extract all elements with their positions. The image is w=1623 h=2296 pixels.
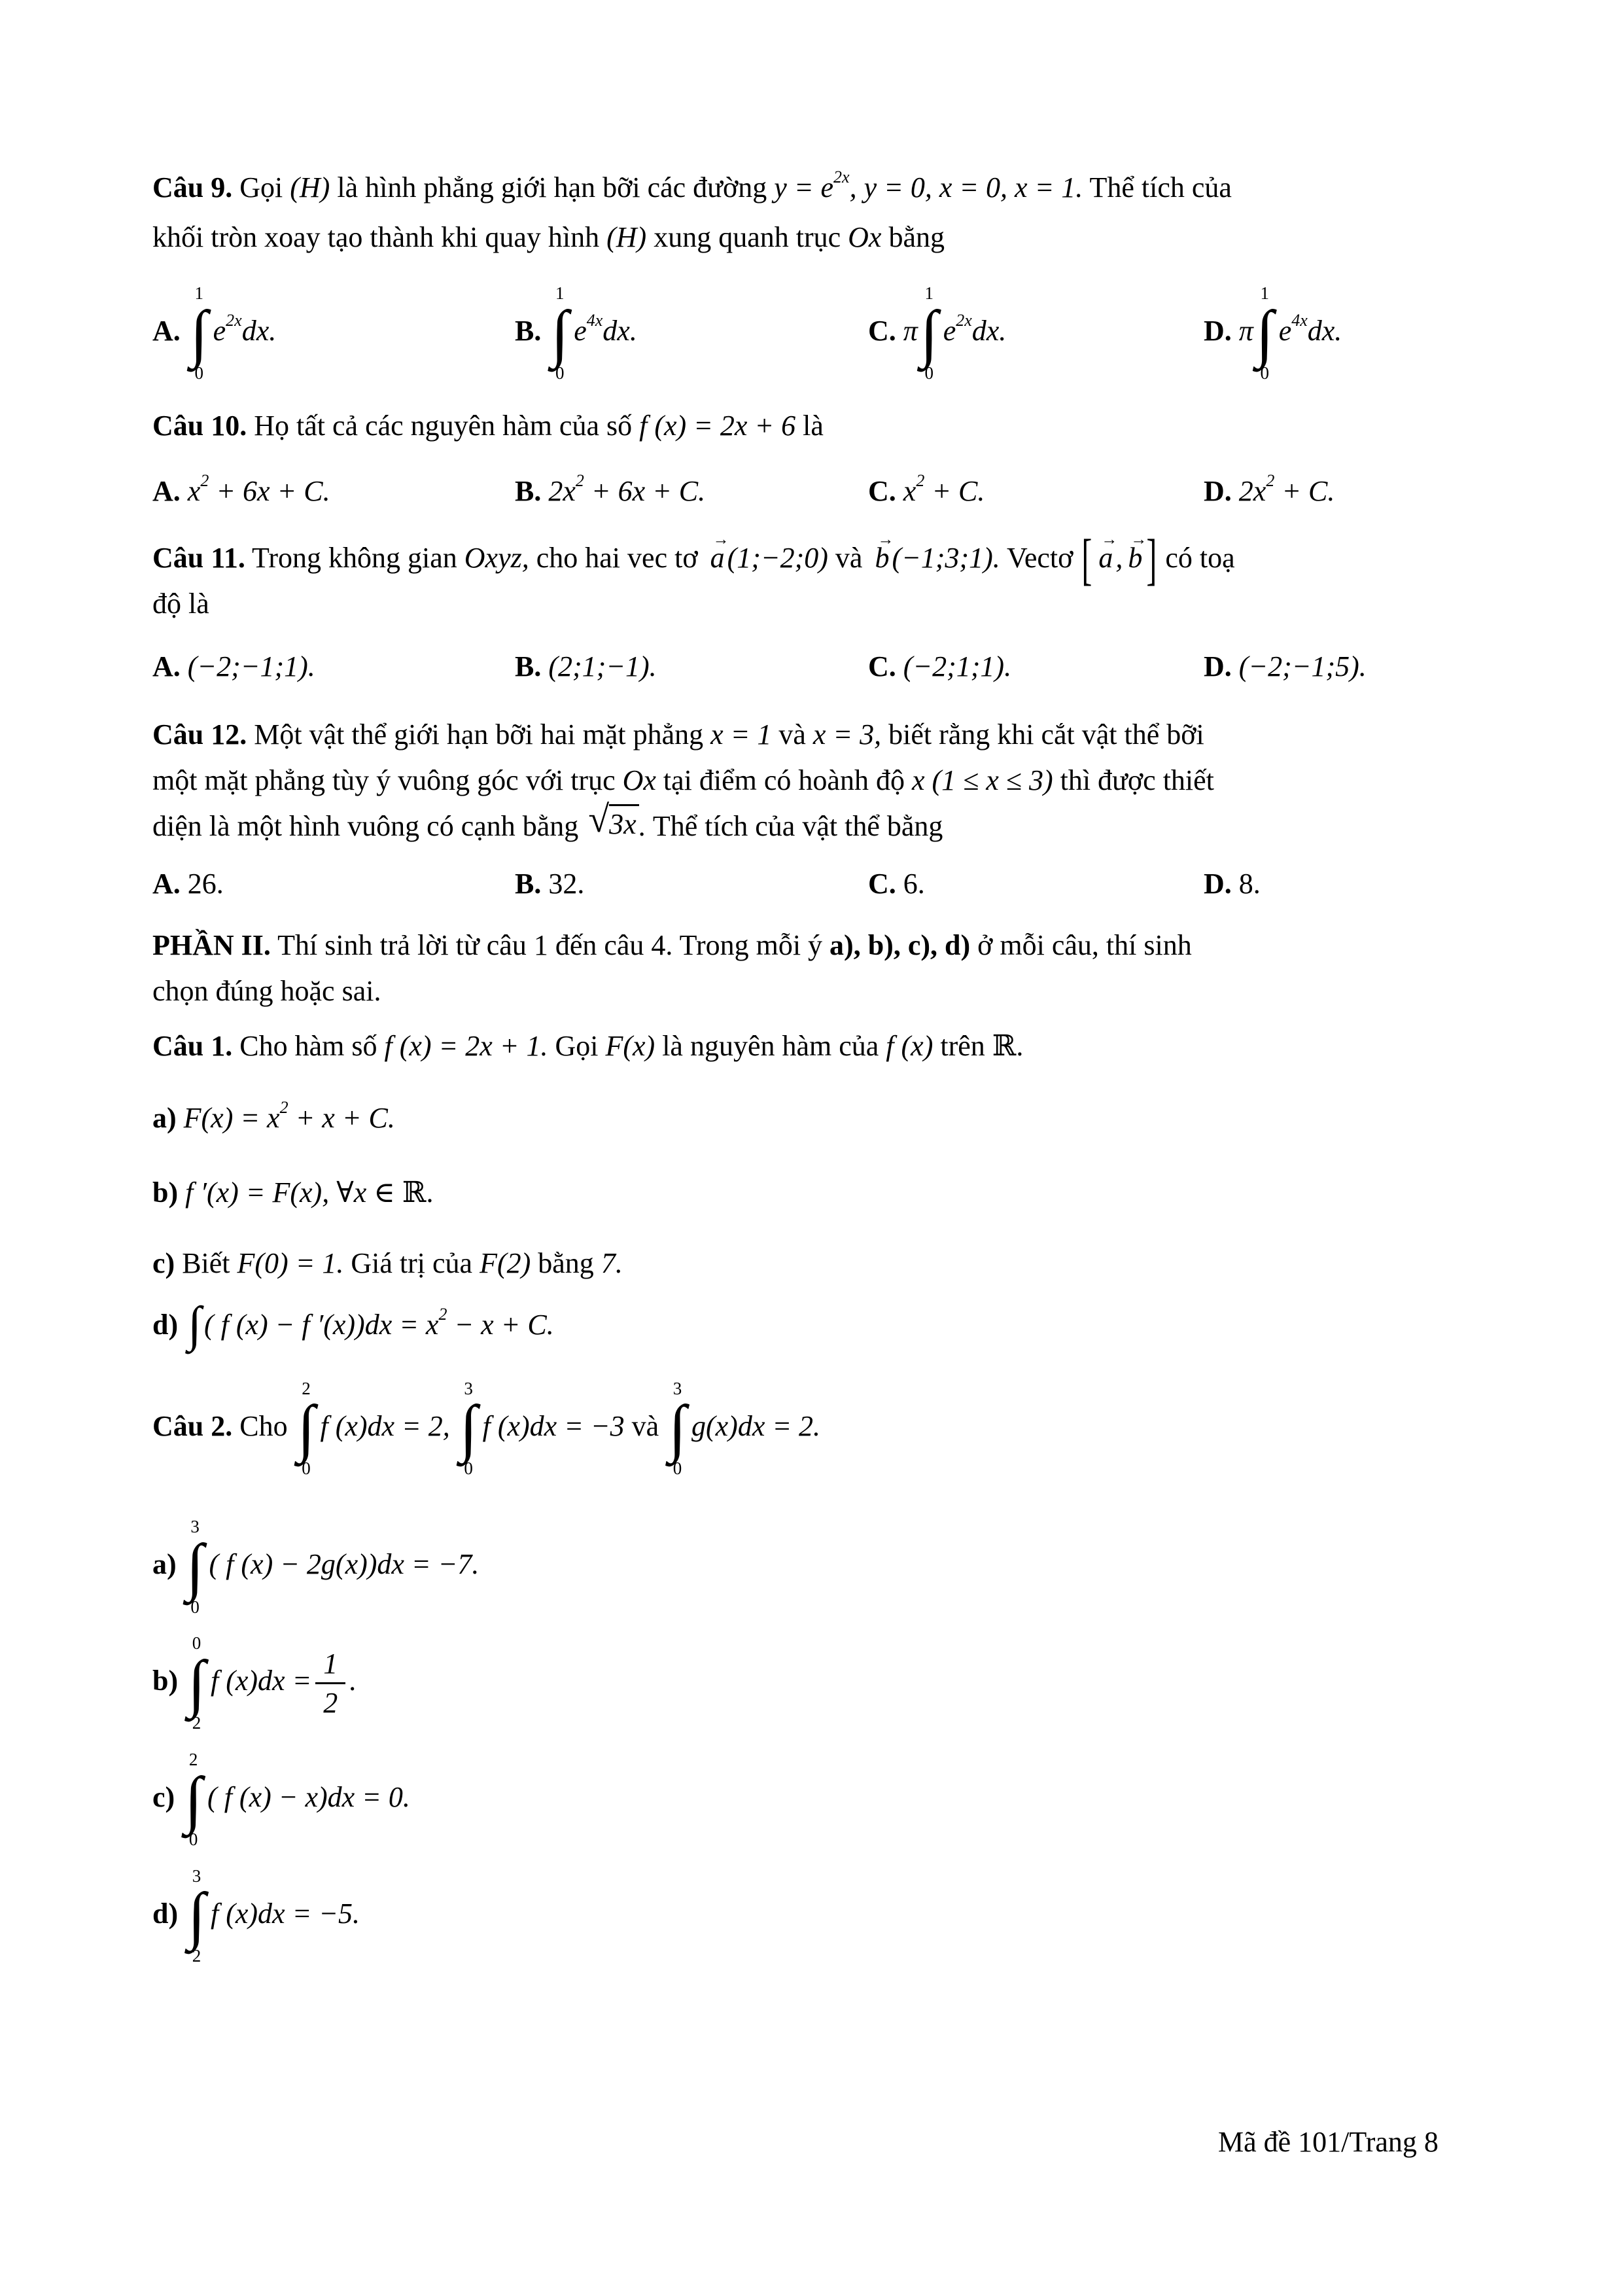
text-run: bằng: [881, 221, 945, 253]
question-10-stem: [152, 403, 1500, 449]
superscript: 2: [575, 470, 584, 490]
bold-text-run: d): [152, 1897, 186, 1930]
integral-lower-limit: 2: [192, 1945, 201, 1966]
bold-text-run: D.: [1204, 314, 1239, 347]
integral-symbol: ∫: [1255, 298, 1274, 369]
question-12-stem: [152, 712, 1500, 849]
integral-upper-limit: 2: [302, 1378, 311, 1398]
text-run: là hình phẳng giới hạn bỡi các đường: [330, 171, 775, 203]
bold-text-run: B.: [515, 650, 549, 682]
text-run: (1;−2;0): [727, 541, 828, 574]
text-run: 6.: [903, 867, 925, 900]
bold-text-run: d): [152, 1308, 186, 1341]
text-run: Gọi: [548, 1029, 606, 1062]
page-content: [152, 165, 1500, 1966]
page-footer: Mã đề 101/Trang 8: [1218, 2126, 1439, 2158]
vector-arrow-icon: →: [1101, 530, 1118, 548]
question-9-option-b: [515, 284, 868, 383]
bold-text-run: B.: [515, 314, 549, 347]
integral: [190, 284, 208, 383]
text-run: + 6x + C.: [209, 474, 330, 507]
text-run: Vectơ: [1000, 541, 1081, 574]
bold-text-run: Câu 9.: [152, 171, 233, 203]
text-run: + 6x + C.: [584, 474, 706, 507]
integral-lower-limit: 0: [188, 1829, 198, 1849]
integral: [551, 284, 568, 383]
integral-lower-limit: 0: [194, 363, 203, 383]
text-run: một mặt phẳng tùy ý vuông góc với trục: [152, 764, 623, 796]
text-run: Thể tích của: [1083, 171, 1232, 203]
text-run: [924, 764, 932, 796]
vector: [1125, 530, 1147, 581]
bold-text-run: PHẦN II.: [152, 928, 271, 961]
integral-symbol: ∫: [459, 1393, 478, 1464]
bold-text-run: D.: [1204, 867, 1239, 900]
text-run: F(2): [480, 1246, 531, 1279]
text-run: (2;1;−1).: [548, 650, 657, 682]
text-run: Họ tất cả các nguyên hàm của số: [247, 409, 640, 442]
text-run: Giá trị của: [343, 1246, 480, 1279]
vector: [708, 530, 729, 581]
text-run: x = 3,: [812, 718, 882, 751]
text-run: x: [187, 474, 201, 507]
question-12-option-c: [868, 861, 1204, 907]
text-run: và: [828, 541, 870, 574]
text-run: x: [911, 764, 925, 796]
bold-text-run: Câu 12.: [152, 718, 247, 751]
part2-question-2-item-c: [152, 1750, 1500, 1850]
text-run: (−1;3;1).: [892, 541, 1000, 574]
text-run: Gọi: [232, 171, 290, 203]
text-run: ở mỗi câu, thí sinh: [970, 928, 1192, 961]
bold-text-run: B.: [515, 867, 549, 900]
text-run: f (x) = 2x + 1.: [384, 1029, 548, 1062]
question-9: [152, 165, 1500, 383]
bold-text-run: c): [152, 1780, 183, 1813]
integral-lower-limit: 0: [302, 1458, 311, 1478]
radical-icon: √: [588, 797, 610, 840]
bold-text-run: A.: [152, 474, 188, 507]
part2-question-2-item-a: [152, 1517, 1500, 1617]
text-run: chọn đúng hoặc sai.: [152, 974, 381, 1007]
question-9-option-d: [1204, 284, 1500, 383]
integral-lower-limit: 0: [1260, 363, 1269, 383]
text-run: x: [903, 474, 916, 507]
part2-question-1: [152, 1023, 1500, 1352]
text-run: (H): [606, 221, 647, 253]
text-run: biết rằng khi cắt vật thể bỡi: [881, 718, 1204, 751]
text-run: ( f (x) − x)dx = 0.: [207, 1780, 410, 1813]
part2-question-2-item-b: [152, 1634, 1500, 1733]
superscript: 2x: [956, 310, 972, 330]
text-run: dx.: [971, 314, 1007, 347]
superscript: 4x: [586, 310, 603, 330]
text-run: x = 1: [710, 718, 772, 751]
bold-text-run: C.: [868, 867, 903, 900]
question-10-option-d: [1204, 468, 1500, 518]
integral-lower-limit: 0: [190, 1597, 200, 1617]
text-run: dx.: [1307, 314, 1342, 347]
question-11-option-b: [515, 644, 868, 690]
bold-text-run: Câu 10.: [152, 409, 247, 442]
integral-upper-limit: 3: [672, 1378, 682, 1398]
integral-lower-limit: 0: [924, 363, 934, 383]
text-run: g(x)dx = 2.: [691, 1409, 821, 1442]
text-run: + C.: [924, 474, 985, 507]
question-11-option-a: [152, 644, 515, 690]
integral-upper-limit: 3: [190, 1517, 200, 1537]
text-run: độ là: [152, 587, 209, 620]
text-run: khối tròn xoay tạo thành khi quay hình: [152, 221, 607, 253]
superscript: 2: [438, 1304, 447, 1324]
bold-text-run: D.: [1204, 474, 1239, 507]
text-run: và: [624, 1409, 667, 1442]
vector-arrow-icon: →: [712, 530, 729, 548]
bold-text-run: b): [152, 1665, 186, 1697]
bold-text-run: C.: [868, 474, 903, 507]
text-run: ( f (x) − f ′(x))dx = x: [203, 1308, 439, 1341]
fraction-denominator: 2: [323, 1686, 338, 1719]
bold-text-run: a): [152, 1101, 184, 1134]
text-run: f (x)dx = 2,: [320, 1409, 457, 1442]
integral-symbol: ∫: [551, 298, 569, 369]
text-run: (1 ≤ x ≤ 3): [932, 764, 1053, 796]
bold-text-run: c): [152, 1246, 183, 1279]
text-run: Trong không gian: [245, 541, 464, 574]
text-run: là nguyên hàm của: [655, 1029, 886, 1062]
superscript: 2: [279, 1097, 288, 1117]
integral-upper-limit: 2: [188, 1749, 198, 1769]
question-12: [152, 712, 1500, 907]
text-run: là: [795, 409, 824, 442]
part2-question-1-stem: [152, 1023, 1500, 1069]
text-run: dx.: [241, 314, 277, 347]
integral-upper-limit: 1: [1260, 283, 1269, 303]
text-run: f ′(x) = F(x), ∀x ∈: [185, 1176, 402, 1209]
question-10-option-c: [868, 468, 1204, 518]
text-run: (−2;−1;1).: [187, 650, 315, 682]
vector-arrow-icon: →: [877, 530, 894, 548]
question-10: [152, 403, 1500, 518]
question-9-option-c: [868, 284, 1204, 383]
integral-symbol: ∫: [188, 1297, 201, 1352]
text-run: 7.: [601, 1246, 623, 1279]
question-11: [152, 529, 1500, 690]
bold-text-run: Câu 1.: [152, 1029, 233, 1062]
text-run: dx.: [602, 314, 637, 347]
text-run: f (x) = 2x + 6: [639, 409, 796, 442]
integral: [188, 1634, 205, 1733]
text-run: .: [349, 1665, 357, 1697]
question-10-option-b: [515, 468, 868, 518]
text-run: tại điểm có hoành độ: [655, 764, 912, 796]
square-root: [588, 797, 638, 842]
text-run: Biết: [182, 1246, 237, 1279]
integral-lower-limit: 0: [672, 1458, 682, 1478]
text-run: f (x)dx =: [210, 1665, 312, 1697]
text-run: xung quanh trục: [646, 221, 848, 253]
text-run: + C.: [1274, 474, 1335, 507]
fraction: [315, 1648, 345, 1720]
text-run: .: [638, 809, 646, 842]
text-run: e: [213, 314, 226, 347]
vector-arrow-icon: →: [1130, 530, 1147, 548]
vector: [872, 530, 894, 581]
text-run: f (x)dx = −5.: [210, 1897, 360, 1930]
bold-text-run: C.: [868, 650, 903, 682]
integral: [298, 1379, 315, 1479]
integral-lower-limit: 2: [192, 1713, 201, 1733]
vector-letter: a: [1098, 541, 1113, 574]
bold-text-run: A.: [152, 314, 188, 347]
text-run: 2x: [1238, 474, 1266, 507]
text-run: ( f (x) − 2g(x))dx = −7.: [209, 1548, 480, 1581]
text-run: diện là một hình vuông có cạnh bằng: [152, 809, 586, 842]
question-9-options: [152, 284, 1500, 383]
text-run: ℝ.: [402, 1176, 434, 1209]
question-12-options: [152, 861, 1500, 907]
text-run: có toạ: [1158, 541, 1235, 574]
text-run: , y = 0, x = 0, x = 1.: [849, 171, 1083, 203]
question-11-options: [152, 644, 1500, 690]
integral-symbol: ∫: [188, 1648, 205, 1719]
integral: [1256, 284, 1274, 383]
superscript: 2: [1266, 470, 1275, 490]
radicand: 3x: [609, 804, 639, 842]
text-run: cho hai vec tơ: [529, 541, 705, 574]
bold-text-run: B.: [515, 474, 549, 507]
integral-symbol: ∫: [188, 1881, 205, 1952]
vector-letter: a: [710, 541, 725, 574]
integral: [460, 1379, 478, 1479]
bold-text-run: C.: [868, 314, 903, 347]
integral: [184, 1750, 202, 1850]
superscript: 2x: [226, 310, 242, 330]
integral: [669, 1379, 686, 1479]
part2-question-1-item-b: [152, 1170, 1500, 1216]
text-run: Thể tích của vật thể bằng: [646, 809, 943, 842]
integral-lower-limit: 0: [555, 363, 565, 383]
text-run: y = e: [774, 171, 834, 203]
question-11-option-d: [1204, 644, 1500, 690]
text-run: e: [943, 314, 956, 347]
bold-text-run: A.: [152, 867, 188, 900]
superscript: 2: [916, 470, 925, 490]
superscript: 2: [200, 470, 209, 490]
text-run: + x + C.: [288, 1101, 395, 1134]
text-run: thì được thiết: [1053, 764, 1214, 796]
question-12-option-d: [1204, 861, 1500, 907]
text-run: Thí sinh trả lời từ câu 1 đến câu 4. Trong mỗi ý: [270, 928, 830, 961]
question-11-option-c: [868, 644, 1204, 690]
vector-letter: b: [1128, 541, 1143, 574]
vector-letter: b: [875, 541, 890, 574]
text-run: Ox: [848, 221, 882, 253]
integral-upper-limit: 1: [555, 283, 565, 303]
part2-question-2-stem: [152, 1379, 1500, 1479]
part2-question-2-item-d: [152, 1867, 1500, 1966]
text-run: Cho hàm số: [232, 1029, 385, 1062]
text-run: (−2;−1;5).: [1238, 650, 1367, 682]
text-run: f (x)dx = −3: [482, 1409, 625, 1442]
text-run: và: [771, 718, 813, 751]
text-run: 8.: [1238, 867, 1261, 900]
vector: [1096, 530, 1118, 581]
integral-upper-limit: 1: [924, 283, 934, 303]
question-9-option-a: [152, 284, 515, 383]
integral-symbol: ∫: [184, 1764, 203, 1835]
integral: [188, 1867, 205, 1966]
text-run: e: [1278, 314, 1292, 347]
superscript: 2x: [833, 168, 850, 186]
text-run: F(x) = x: [183, 1101, 280, 1134]
text-run: (−2;1;1).: [903, 650, 1012, 682]
integral: [186, 1517, 204, 1617]
bold-text-run: a), b), c), d): [829, 928, 971, 961]
integral-symbol: ∫: [186, 1532, 204, 1603]
bold-text-run: D.: [1204, 650, 1239, 682]
integral-symbol: ∫: [297, 1393, 315, 1464]
bold-text-run: Câu 11.: [152, 541, 245, 574]
question-12-option-a: [152, 861, 515, 907]
question-11-stem: [152, 529, 1500, 627]
bold-text-run: A.: [152, 650, 188, 682]
question-10-options: [152, 468, 1500, 518]
part2-question-2: [152, 1379, 1500, 1966]
text-run: Cho: [232, 1409, 295, 1442]
text-run: ,: [1115, 541, 1123, 574]
integral-lower-limit: 0: [464, 1458, 473, 1478]
bold-text-run: Câu 2.: [152, 1409, 233, 1442]
bold-text-run: b): [152, 1176, 186, 1209]
part2-header: [152, 923, 1500, 1014]
text-run: Một vật thể giới hạn bỡi hai mặt phẳng: [247, 718, 711, 751]
superscript: 4x: [1291, 310, 1308, 330]
text-run: π: [1238, 314, 1253, 347]
integral-symbol: ∫: [920, 298, 938, 369]
text-run: Ox: [622, 764, 656, 796]
integral: [920, 284, 938, 383]
tall-bracket: ]: [1146, 529, 1157, 592]
question-9-stem: [152, 165, 1500, 260]
text-run: trên ℝ.: [933, 1029, 1024, 1062]
integral-upper-limit: 1: [194, 283, 203, 303]
integral-symbol: ∫: [190, 298, 208, 369]
text-run: F(0) = 1.: [237, 1246, 344, 1279]
question-12-option-b: [515, 861, 868, 907]
part2-question-1-item-a: [152, 1095, 1500, 1145]
text-run: π: [903, 314, 918, 347]
text-run: 2x: [548, 474, 576, 507]
integral-upper-limit: 3: [192, 1865, 201, 1886]
tall-bracket: [: [1081, 529, 1092, 592]
integral-upper-limit: 0: [192, 1633, 201, 1653]
text-run: − x + C.: [447, 1308, 554, 1341]
text-run: bằng: [531, 1246, 601, 1279]
integral-upper-limit: 3: [464, 1378, 473, 1398]
integral-symbol: ∫: [669, 1393, 686, 1464]
part2-question-1-item-c: [152, 1241, 1500, 1286]
fraction-numerator: 1: [315, 1648, 345, 1684]
question-10-option-a: [152, 468, 515, 518]
text-run: 32.: [548, 867, 585, 900]
text-run: f (x): [886, 1029, 934, 1062]
part2-question-1-item-d: [152, 1297, 1500, 1352]
text-run: (H): [290, 171, 330, 203]
bold-text-run: a): [152, 1548, 184, 1581]
text-run: Oxyz,: [464, 541, 529, 574]
text-run: 26.: [187, 867, 224, 900]
text-run: e: [574, 314, 587, 347]
text-run: F(x): [605, 1029, 655, 1062]
